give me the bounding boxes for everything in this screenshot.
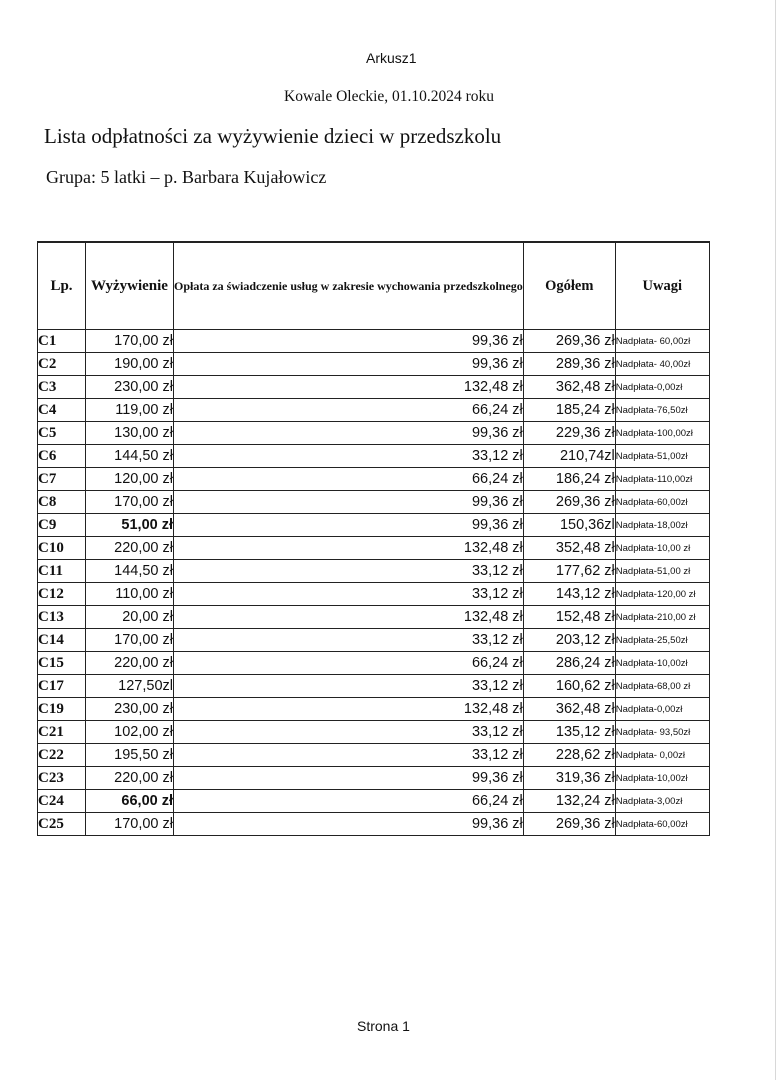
cell-lp: C19 [38, 698, 86, 721]
cell-notes: Nadpłata-0,00zł [615, 698, 709, 721]
cell-total: 186,24 zł [523, 468, 615, 491]
cell-service: 99,36 zł [174, 813, 524, 836]
cell-food: 170,00 zł [86, 330, 174, 353]
column-header-lp: Lp. [38, 242, 86, 330]
cell-notes: Nadpłata-10,00zł [615, 652, 709, 675]
cell-food: 102,00 zł [86, 721, 174, 744]
cell-notes: Nadpłata- 0,00zł [615, 744, 709, 767]
cell-lp: C14 [38, 629, 86, 652]
table-row [38, 606, 710, 629]
cell-food: 170,00 zł [86, 491, 174, 514]
cell-notes: Nadpłata- 40,00zł [615, 353, 709, 376]
cell-service: 132,48 zł [174, 698, 524, 721]
cell-lp: C4 [38, 399, 86, 422]
cell-lp: C12 [38, 583, 86, 606]
cell-total: 286,24 zł [523, 652, 615, 675]
group-line: Grupa: 5 latki – p. Barbara Kujałowicz [46, 167, 327, 187]
cell-service: 66,24 zł [174, 468, 524, 491]
table-row [38, 721, 710, 744]
cell-lp: C6 [38, 445, 86, 468]
table-row [38, 376, 710, 399]
cell-service: 99,36 zł [174, 353, 524, 376]
cell-lp: C1 [38, 330, 86, 353]
cell-lp: C23 [38, 767, 86, 790]
cell-total: 203,12 zł [523, 629, 615, 652]
cell-food: 230,00 zł [86, 376, 174, 399]
cell-lp: C25 [38, 813, 86, 836]
table-row [38, 537, 710, 560]
table-row [38, 399, 710, 422]
cell-food: 170,00 zł [86, 629, 174, 652]
table-row [38, 652, 710, 675]
cell-total: 362,48 zł [523, 376, 615, 399]
cell-total: 185,24 zł [523, 399, 615, 422]
cell-service: 33,12 zł [174, 629, 524, 652]
cell-food: 144,50 zł [86, 560, 174, 583]
table-row [38, 514, 710, 537]
cell-food: 20,00 zł [86, 606, 174, 629]
cell-total: 132,24 zł [523, 790, 615, 813]
table-row [38, 629, 710, 652]
table-row [38, 813, 710, 836]
cell-food: 170,00 zł [86, 813, 174, 836]
cell-notes: Nadpłata-25,50zł [615, 629, 709, 652]
cell-total: 319,36 zł [523, 767, 615, 790]
cell-food: 220,00 zł [86, 537, 174, 560]
cell-food: 195,50 zł [86, 744, 174, 767]
cell-service: 33,12 zł [174, 721, 524, 744]
cell-food: 120,00 zł [86, 468, 174, 491]
cell-lp: C3 [38, 376, 86, 399]
cell-lp: C8 [38, 491, 86, 514]
cell-notes: Nadpłata-60,00zł [615, 491, 709, 514]
cell-food: 130,00 zł [86, 422, 174, 445]
cell-service: 33,12 zł [174, 560, 524, 583]
cell-lp: C5 [38, 422, 86, 445]
cell-lp: C24 [38, 790, 86, 813]
cell-service: 99,36 zł [174, 514, 524, 537]
cell-service: 66,24 zł [174, 790, 524, 813]
cell-lp: C11 [38, 560, 86, 583]
cell-lp: C9 [38, 514, 86, 537]
table-header-row [38, 242, 710, 330]
cell-food: 119,00 zł [86, 399, 174, 422]
cell-service: 66,24 zł [174, 652, 524, 675]
cell-food: 51,00 zł [86, 514, 174, 537]
cell-notes: Nadpłata-76,50zł [615, 399, 709, 422]
table-row [38, 583, 710, 606]
cell-lp: C7 [38, 468, 86, 491]
cell-food: 66,00 zł [86, 790, 174, 813]
cell-service: 132,48 zł [174, 537, 524, 560]
cell-service: 33,12 zł [174, 744, 524, 767]
cell-total: 289,36 zł [523, 353, 615, 376]
cell-notes: Nadpłata-60,00zł [615, 813, 709, 836]
table-row [38, 560, 710, 583]
cell-food: 230,00 zł [86, 698, 174, 721]
cell-notes: Nadpłata-68,00 zł [615, 675, 709, 698]
cell-lp: C15 [38, 652, 86, 675]
cell-total: 135,12 zł [523, 721, 615, 744]
cell-food: 110,00 zł [86, 583, 174, 606]
cell-food: 190,00 zł [86, 353, 174, 376]
cell-service: 66,24 zł [174, 399, 524, 422]
place-date: Kowale Oleckie, 01.10.2024 roku [284, 88, 495, 105]
table-row [38, 698, 710, 721]
table-row [38, 767, 710, 790]
sheet-name: Arkusz1 [366, 50, 417, 66]
cell-total: 269,36 zł [523, 491, 615, 514]
cell-service: 132,48 zł [174, 376, 524, 399]
table-row [38, 353, 710, 376]
cell-food: 220,00 zł [86, 767, 174, 790]
cell-total: 269,36 zł [523, 813, 615, 836]
cell-total: 177,62 zł [523, 560, 615, 583]
cell-food: 127,50zl [86, 675, 174, 698]
column-header-total: Ogółem [523, 242, 615, 330]
column-header-food: Wyżywienie [86, 242, 174, 330]
cell-lp: C22 [38, 744, 86, 767]
cell-total: 228,62 zł [523, 744, 615, 767]
cell-total: 352,48 zł [523, 537, 615, 560]
column-header-service: Opłata za świadczenie usług w zakresie wychowania przedszkolnego [174, 242, 524, 330]
table-row [38, 445, 710, 468]
cell-lp: C10 [38, 537, 86, 560]
cell-notes: Nadpłata-10,00zł [615, 767, 709, 790]
cell-service: 99,36 zł [174, 767, 524, 790]
table-row [38, 790, 710, 813]
cell-lp: C2 [38, 353, 86, 376]
cell-notes: Nadpłata- 60,00zł [615, 330, 709, 353]
cell-service: 99,36 zł [174, 422, 524, 445]
cell-total: 269,36 zł [523, 330, 615, 353]
cell-service: 33,12 zł [174, 583, 524, 606]
cell-notes: Nadpłata-100,00zł [615, 422, 709, 445]
cell-notes: Nadpłata-10,00 zł [615, 537, 709, 560]
cell-notes: Nadpłata-110,00zł [615, 468, 709, 491]
cell-total: 229,36 zł [523, 422, 615, 445]
cell-food: 144,50 zł [86, 445, 174, 468]
cell-total: 152,48 zł [523, 606, 615, 629]
cell-service: 33,12 zł [174, 445, 524, 468]
cell-notes: Nadpłata- 93,50zł [615, 721, 709, 744]
cell-lp: C17 [38, 675, 86, 698]
cell-service: 132,48 zł [174, 606, 524, 629]
column-header-notes: Uwagi [615, 242, 709, 330]
page-edge [775, 0, 776, 1080]
page-number: Strona 1 [357, 1018, 410, 1034]
cell-notes: Nadpłata-120,00 zł [615, 583, 709, 606]
cell-total: 160,62 zł [523, 675, 615, 698]
cell-notes: Nadpłata-18,00zł [615, 514, 709, 537]
cell-notes: Nadpłata-51,00zł [615, 445, 709, 468]
table-row [38, 422, 710, 445]
cell-notes: Nadpłata-0,00zł [615, 376, 709, 399]
table-row [38, 675, 710, 698]
table-row [38, 744, 710, 767]
cell-service: 99,36 zł [174, 491, 524, 514]
table-row [38, 330, 710, 353]
cell-notes: Nadpłata-51,00 zł [615, 560, 709, 583]
cell-lp: C13 [38, 606, 86, 629]
cell-total: 362,48 zł [523, 698, 615, 721]
cell-service: 33,12 zł [174, 675, 524, 698]
cell-total: 143,12 zł [523, 583, 615, 606]
cell-food: 220,00 zł [86, 652, 174, 675]
table-row [38, 491, 710, 514]
cell-lp: C21 [38, 721, 86, 744]
document-title: Lista odpłatności za wyżywienie dzieci w przedszkolu [44, 124, 502, 148]
cell-total: 210,74zl [523, 445, 615, 468]
cell-notes: Nadpłata-210,00 zł [615, 606, 709, 629]
cell-notes: Nadpłata-3,00zł [615, 790, 709, 813]
table-body [38, 330, 710, 836]
cell-total: 150,36zl [523, 514, 615, 537]
fees-table [37, 241, 710, 836]
table-row [38, 468, 710, 491]
cell-service: 99,36 zł [174, 330, 524, 353]
